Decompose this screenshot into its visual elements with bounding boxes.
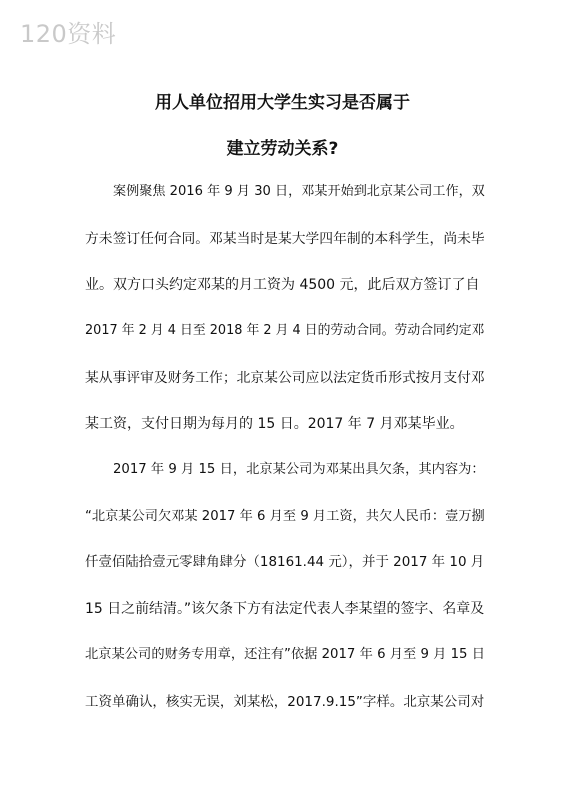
body-line-12: 工资单确认，核实无误，刘某松，2017.9.15”字样。北京某公司对 bbox=[85, 694, 485, 710]
watermark: 120资料 bbox=[20, 20, 117, 48]
body-line-2: 方未签订任何合同。邓某当时是某大学四年制的本科学生，尚未毕 bbox=[85, 231, 485, 247]
body-line-7: 2017 年 9 月 15 日，北京某公司为邓某出具欠条，其内容为： bbox=[113, 462, 485, 477]
document-title-line-2: 建立劳动关系? bbox=[226, 139, 339, 159]
body-line-9: 仟壹佰陆拾壹元零肆角肆分（18161.44 元），并于 2017 年 10 月 bbox=[85, 555, 485, 570]
body-line-5: 某从事评审及财务工作；北京某公司应以法定货币形式按月支付邓 bbox=[85, 370, 485, 386]
body-line-10: 15 日之前结清。”该欠条下方有法定代表人李某望的签字、名章及 bbox=[85, 601, 485, 617]
body-line-4: 2017 年 2 月 4 日至 2018 年 2 月 4 日的劳动合同。劳动合同约定邓 bbox=[85, 323, 485, 338]
body-line-11: 北京某公司的财务专用章，还注有”依据 2017 年 6 月至 9 月 15 日 bbox=[85, 647, 485, 662]
body-line-3: 业。双方口头约定邓某的月工资为 4500 元，此后双方签订了自 bbox=[85, 277, 480, 293]
body-line-1: 案例聚焦 2016 年 9 月 30 日，邓某开始到北京某公司工作，双 bbox=[113, 184, 485, 199]
body-line-8: “北京某公司欠邓某 2017 年 6 月至 9 月工资，共欠人民币：壹万捌 bbox=[85, 509, 485, 524]
body-line-6: 某工资，支付日期为每月的 15 日。2017 年 7 月邓某毕业。 bbox=[85, 416, 464, 432]
document-title-line-1: 用人单位招用大学生实习是否属于 bbox=[155, 93, 410, 113]
